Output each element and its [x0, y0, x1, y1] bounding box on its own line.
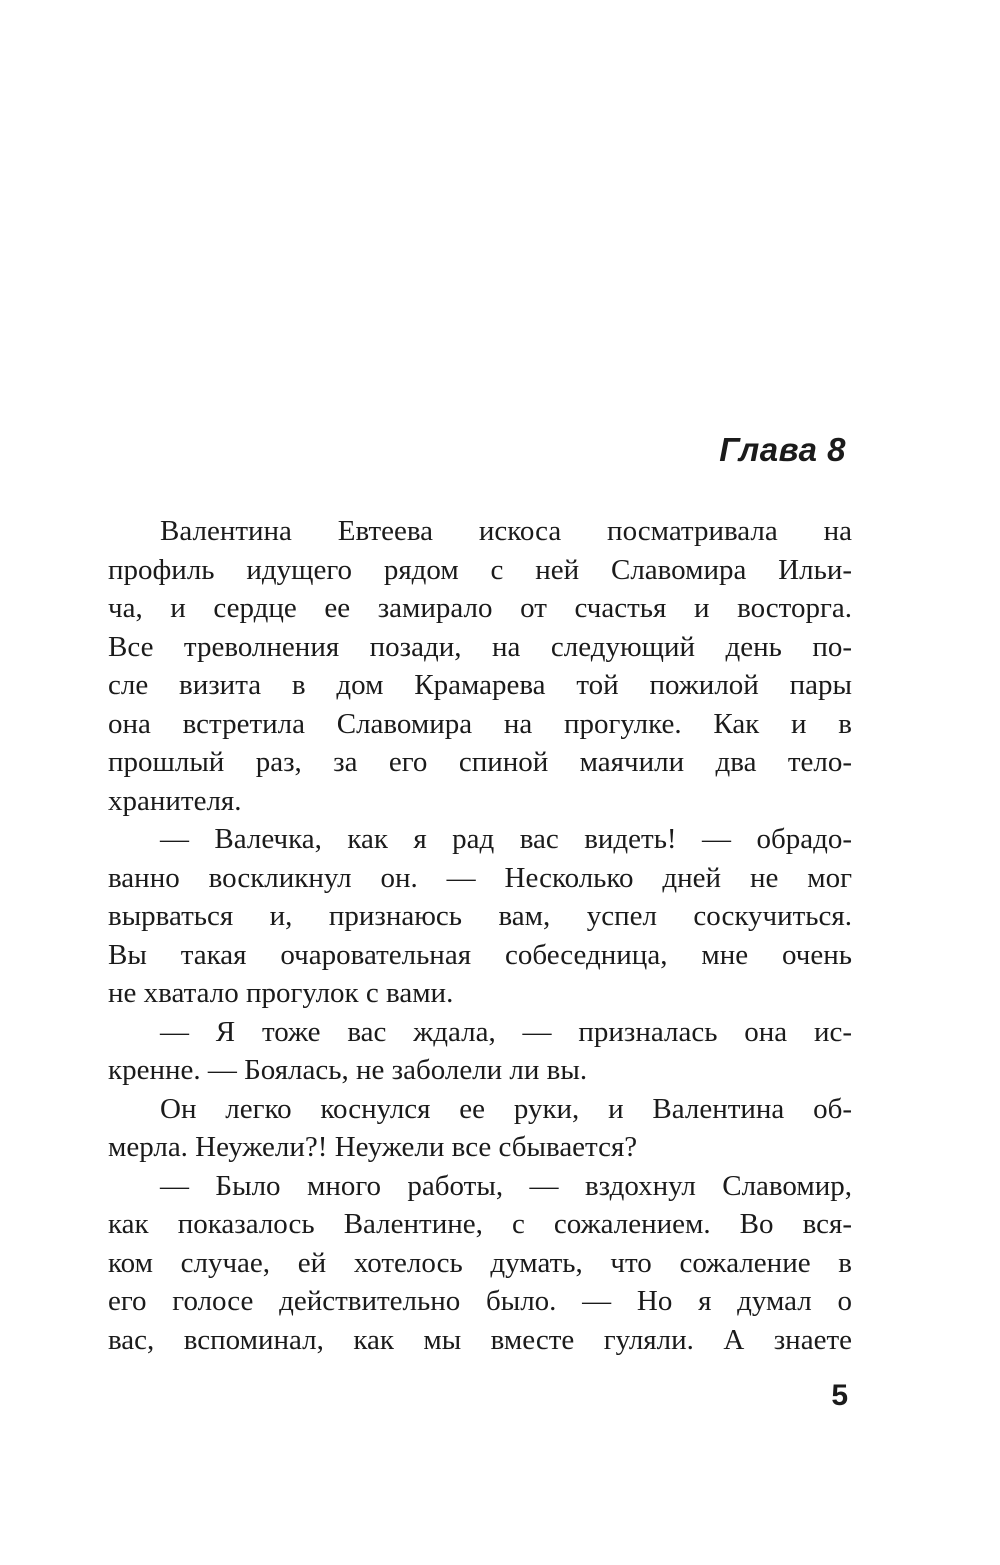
- text-column: [108, 430, 852, 1359]
- text-line: мерла. Неужели?! Неужели все сбывается?: [108, 1131, 638, 1163]
- page-number: 5: [831, 1379, 848, 1412]
- text-line: хранителя.: [108, 784, 242, 817]
- text-line: вырваться и, признаюсь вам, успел соскучиться.: [108, 900, 852, 932]
- text-line: Вы такая очаровательная собеседница, мне очень: [108, 938, 852, 971]
- text-line: ванно воскликнул он. — Несколько дней не мог: [108, 861, 852, 894]
- text-line: Он легко коснулся ее руки, и Валентина об-: [160, 1092, 852, 1125]
- text-line: как показалось Валентине, с сожалением. Во вся-: [108, 1208, 852, 1240]
- text-line: — Было много работы, — вздохнул Славомир,: [160, 1169, 852, 1202]
- text-line: прошлый раз, за его спиной маячили два тело-: [108, 746, 852, 778]
- text-line: не хватало прогулок с вами.: [108, 977, 454, 1009]
- text-line: ком случае, ей хотелось думать, что сожаление в: [108, 1246, 852, 1279]
- text-line: — Я тоже вас ждала, — призналась она ис-: [160, 1015, 852, 1048]
- chapter-heading: Глава 8: [719, 431, 846, 468]
- body-text: [108, 512, 852, 1359]
- text-line: ча, и сердце ее замирало от счастья и восторга.: [108, 592, 852, 624]
- text-line: Все треволнения позади, на следующий день по-: [108, 630, 852, 663]
- text-line: сле визита в дом Крамарева той пожилой пары: [108, 669, 852, 701]
- text-line: его голосе действительно было. — Но я думал о: [108, 1285, 852, 1317]
- text-line: — Валечка, как я рад вас видеть! — обрадо-: [160, 823, 852, 855]
- text-line: кренне. — Боялась, не заболели ли вы.: [108, 1054, 588, 1086]
- text-line: Валентина Евтеева искоса посматривала на: [160, 515, 852, 547]
- text-line: профиль идущего рядом с ней Славомира Ильи-: [108, 553, 852, 586]
- text-line: она встретила Славомира на прогулке. Как и в: [108, 707, 852, 740]
- text-line: вас, вспоминал, как мы вместе гуляли. А знаете: [108, 1323, 852, 1356]
